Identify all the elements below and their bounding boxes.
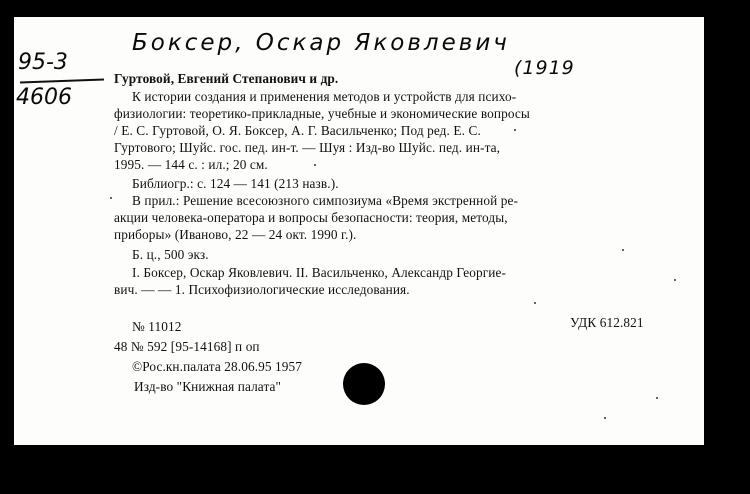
scan-speck	[514, 129, 516, 131]
handwritten-divider	[20, 79, 104, 84]
scan-speck	[656, 397, 658, 399]
handwritten-shelf-code: 95-3	[18, 50, 68, 75]
handwritten-author-header: Боксер, Оскар Яковлевич	[132, 30, 510, 56]
handwritten-inventory-code: 4606	[16, 85, 72, 110]
card-number: № 11012	[132, 319, 182, 334]
record-appendix-line: акции человека-оператора и вопросы безопасности: теория, методы,	[114, 210, 508, 225]
record-bibliography: Библиогр.: с. 124 — 141 (213 назв.).	[132, 176, 339, 191]
record-body-line: К истории создания и применения методов и устройств для психо-	[132, 89, 517, 104]
record-body-line: физиологии: теоретико-прикладные, учебные и экономические вопросы	[114, 106, 530, 121]
record-appendix-line: В прил.: Решение всесоюзного симпозиума «Время экстренной ре-	[132, 193, 519, 208]
scan-speck	[604, 417, 606, 419]
order-line: 48 № 592 [95-14168] п оп	[114, 339, 260, 354]
record-body-line: / Е. С. Гуртовой, О. Я. Боксер, А. Г. Васильченко; Под ред. Е. С.	[114, 123, 481, 138]
record-subject-line: I. Боксер, Оскар Яковлевич. II. Васильченко, Александр Георгие-	[132, 265, 506, 280]
catalog-card	[14, 17, 704, 445]
record-body-line: 1995. — 144 с. : ил.; 20 см.	[114, 157, 268, 172]
record-heading: Гуртовой, Евгений Степанович и др.	[114, 71, 339, 86]
handwritten-birth-year: (1919	[514, 57, 575, 79]
scan-speck	[622, 249, 624, 251]
udk-code: УДК 612.821	[570, 315, 644, 330]
scan-speck	[314, 164, 316, 166]
scan-speck	[534, 302, 536, 304]
record-subject-line: вич. — — 1. Психофизиологические исследования.	[114, 282, 410, 297]
scan-speck	[674, 279, 676, 281]
copyright-line: ©Рос.кн.палата 28.06.95 1957	[132, 359, 303, 374]
scan-speck	[110, 197, 112, 199]
record-appendix-line: приборы» (Иваново, 22 — 24 окт. 1990 г.).	[114, 227, 357, 242]
record-price: Б. ц., 500 экз.	[132, 247, 209, 262]
record-body-line: Гуртового; Шуйс. гос. пед. ин-т. — Шуя : Изд-во Шуйс. пед. ин-та,	[114, 140, 501, 155]
publisher-line: Изд-во "Книжная палата"	[134, 379, 282, 394]
ink-blot	[343, 363, 385, 405]
